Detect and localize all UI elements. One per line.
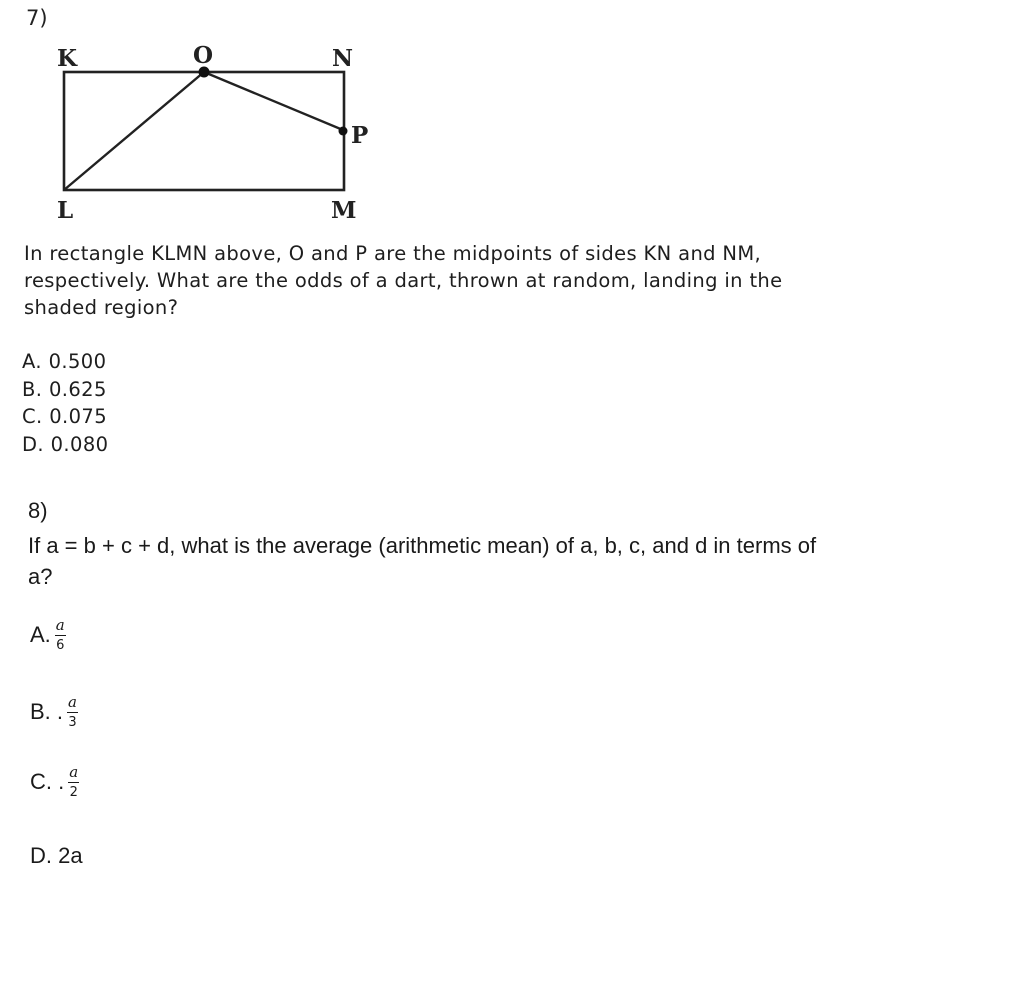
question-8 [28, 498, 828, 592]
fraction-numerator: a [69, 763, 79, 781]
fraction-denominator: 3 [68, 715, 77, 730]
question-7-text: In rectangle KLMN above, O and P are the midpoints of sides KN and NM, respectively. What are the odds of a dart, thrown at random, landing in the shaded region? [24, 242, 783, 319]
question-8-number: 8) [28, 498, 48, 523]
fraction-a-over-2 [68, 765, 79, 799]
fraction-numerator: a [55, 616, 65, 634]
fraction-a-over-3 [67, 695, 78, 729]
label-o: O [193, 42, 214, 69]
line-l-o-p [64, 72, 343, 190]
choice-c-prefix: C. . [30, 769, 65, 794]
point-p [339, 127, 348, 136]
question-7-number: 7) [26, 6, 48, 30]
question-8-choice-b[interactable] [30, 695, 78, 729]
label-p: P [351, 122, 369, 149]
label-k: K [57, 45, 77, 72]
question-8-choice-d[interactable] [30, 843, 83, 869]
question-7-choice-d[interactable]: D. 0.080 [22, 433, 109, 456]
label-l: L [57, 197, 74, 224]
question-7-choice-a[interactable]: A. 0.500 [22, 350, 107, 373]
rectangle-klmn-figure [0, 0, 420, 230]
question-8-text: If a = b + c + d, what is the average (arithmetic mean) of a, b, c, and d in terms of a? [28, 533, 817, 589]
fraction-a-over-6 [55, 618, 66, 652]
choice-d-text: D. 2a [30, 843, 83, 868]
question-7-choice-c[interactable]: C. 0.075 [22, 405, 108, 428]
question-7-choice-b[interactable]: B. 0.625 [22, 378, 107, 401]
question-8-choice-a[interactable] [30, 618, 66, 652]
fraction-denominator: 2 [69, 785, 78, 800]
rectangle-klmn [64, 72, 344, 190]
choice-a-prefix: A. [30, 622, 51, 647]
question-8-choice-c[interactable] [30, 765, 79, 799]
label-m: M [331, 197, 357, 224]
fraction-denominator: 6 [56, 638, 65, 653]
fraction-numerator: a [68, 693, 77, 711]
choice-b-prefix: B. . [30, 699, 64, 724]
label-n: N [332, 45, 354, 72]
